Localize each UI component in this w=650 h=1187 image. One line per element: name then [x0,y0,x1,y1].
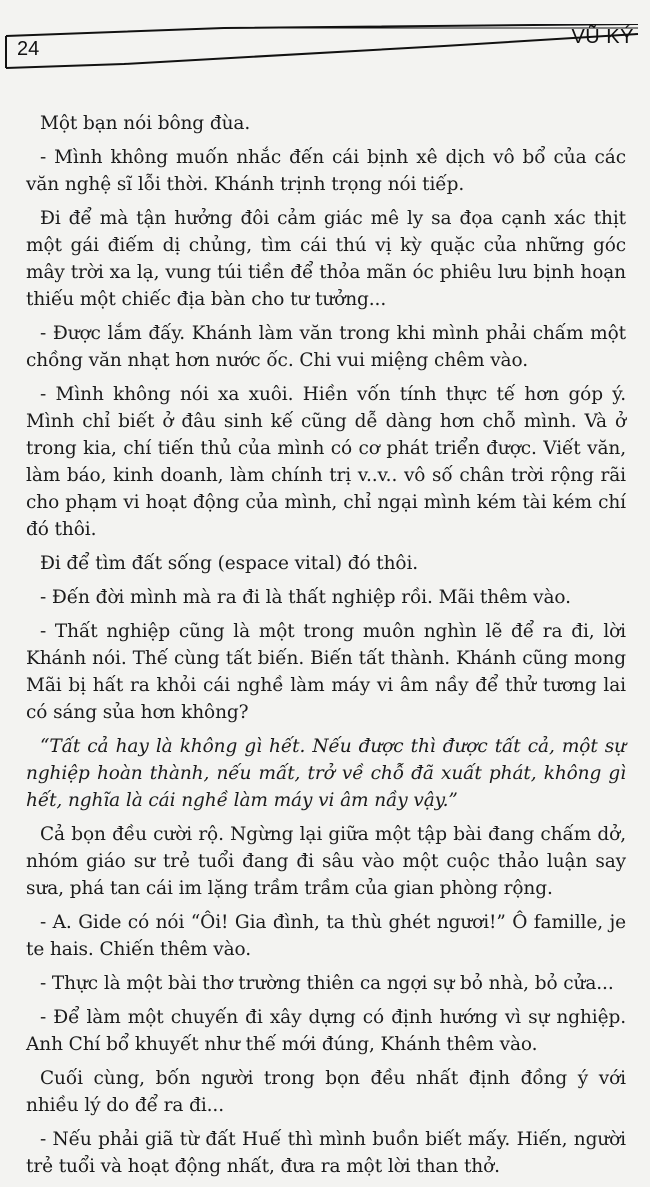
paragraph: Cả bọn đều cười rộ. Ngừng lại giữa một tập bài đang chấm dở, nhóm giáo sư trẻ tuổi đang đi sâu vào một cuộc thảo luận say sưa, phá tan cái im lặng trầm trầm của gian phòng rộng. [26,824,626,899]
paragraph: - Được lắm đấy. Khánh làm văn trong khi mình phải chấm một chồng văn nhạt hơn nước ốc. Chi vui miệng chêm vào. [26,323,626,371]
paragraph: - A. Gide có nói “Ôi! Gia đình, ta thù ghét ngươi!” Ô famille, je te hais. Chiến thêm vào. [26,912,626,960]
page-number: 24 [17,38,40,60]
quoted-paragraph: “Tất cả hay là không gì hết. Nếu được thì được tất cả, một sự nghiệp hoàn thành, nếu mất, trở về chỗ đã xuất phát, không gì hết, nghĩa là cái nghề làm máy vi âm nầy vậy.” [26,736,626,811]
header-frame [4,24,640,70]
paragraph: - Thất nghiệp cũng là một trong muôn nghìn lẽ để ra đi, lời Khánh nói. Thế cùng tất biến. Biến tất thành. Khánh cũng mong Mãi bị hất ra khỏi cái nghề làm máy vi âm nầy để thử tương lai có sáng sủa hơn không? [26,621,626,723]
paragraph: Đi để mà tận hưởng đôi cảm giác mê ly sa đọa cạnh xác thịt một gái điếm dị chủng, tìm cái thú vị kỳ quặc của những góc mây trời xa lạ, vung túi tiền để thỏa mãn óc phiêu lưu bịnh hoạn thiếu một chiếc địa bàn cho tư tưởng... [26,208,626,310]
paragraph: Đi để tìm đất sống (espace vital) đó thôi. [40,553,419,574]
paragraph: Một bạn nói bông đùa. [40,113,251,134]
paragraph: - Đến đời mình mà ra đi là thất nghiệp rồi. Mãi thêm vào. [40,587,571,608]
paragraph: - Mình không muốn nhắc đến cái bịnh xê dịch vô bổ của các văn nghệ sĩ lỗi thời. Khánh trịnh trọng nói tiếp. [26,147,626,195]
body-text [26,110,626,1187]
running-title: VŨ KÝ [571,26,634,48]
paragraph: - Để làm một chuyến đi xây dựng có định hướng vì sự nghiệp. Anh Chí bổ khuyết như thế mới đúng, Khánh thêm vào. [26,1007,626,1055]
paragraph: - Thực là một bài thơ trường thiên ca ngợi sự bỏ nhà, bỏ cửa... [40,973,614,994]
paragraph: - Mình không nói xa xuôi. Hiền vốn tính thực tế hơn góp ý. Mình chỉ biết ở đâu sinh kế cũng dễ dàng hơn chỗ mình. Và ở trong kia, chí tiến thủ của mình có cơ phát triển được. Viết văn, làm báo, kinh doanh, làm chính trị v..v.. vô số chân trời rộng rãi cho phạm vi hoạt động của mình, chỉ ngại mình kém tài kém chí đó thôi. [26,384,626,540]
page-header [4,24,640,70]
paragraph: Cuối cùng, bốn người trong bọn đều nhất định đồng ý với nhiều lý do để ra đi... [26,1068,626,1116]
paragraph: - Nếu phải giã từ đất Huế thì mình buồn biết mấy. Hiến, người trẻ tuổi và hoạt động nhất, đưa ra một lời than thở. [26,1129,626,1177]
